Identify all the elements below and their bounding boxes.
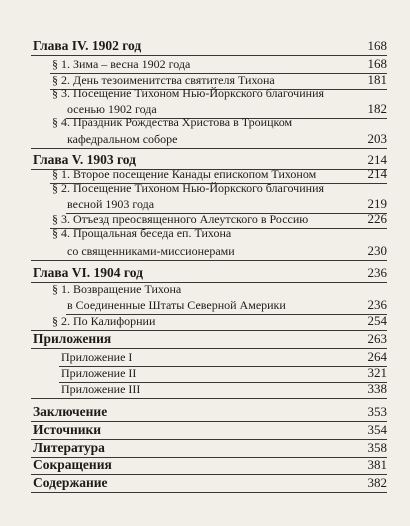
page-number: 219 [367, 196, 387, 211]
section-title: § 4. Праздник Рождества Христова в Троицком [52, 115, 293, 129]
section-title: § 2. По Калифорнии [52, 314, 156, 328]
section-title-line2: со священниками-миссионерами [67, 244, 235, 258]
section-title: § 2. День тезоименитства святителя Тихона [52, 73, 275, 87]
page-number: 263 [367, 331, 387, 346]
toc-abbreviations [0, 457, 410, 473]
section-title: § 1. Второе посещение Канады епископом Тихоном [52, 167, 317, 181]
appendix-title: Приложение I [61, 350, 133, 364]
chapter-title: Глава VI. 1904 год [33, 265, 143, 280]
page-number: 214 [367, 152, 387, 167]
page-number: 168 [367, 56, 387, 71]
toc-section [0, 225, 410, 241]
section-title: § 1. Зима – весна 1902 года [52, 57, 191, 71]
toc-literature [0, 440, 410, 456]
page-number: 254 [367, 313, 387, 328]
page-number: 182 [367, 101, 387, 116]
page-number: 321 [367, 365, 387, 380]
divider [31, 398, 387, 399]
toc-chapter-6 [0, 265, 410, 281]
page-number: 354 [367, 422, 387, 437]
chapter-title: Заключение [33, 404, 108, 419]
toc-section-continuation [0, 196, 410, 212]
toc-appendix [0, 349, 410, 365]
toc-section [0, 85, 410, 101]
section-title: § 2. Посещение Тихоном Нью-Йоркского благочиния [52, 181, 325, 195]
toc-appendices [0, 331, 410, 347]
toc-sources [0, 422, 410, 438]
page-number: 168 [367, 38, 387, 53]
chapter-title: Сокращения [33, 457, 112, 472]
divider [31, 260, 387, 261]
section-title-line2: кафедральном соборе [67, 132, 178, 146]
toc-section [0, 114, 410, 130]
page-number: 381 [367, 457, 387, 472]
page-number: 382 [367, 475, 387, 490]
section-title-line2: осенью 1902 года [67, 102, 157, 116]
page-number: 181 [367, 72, 387, 87]
page-number: 226 [367, 211, 387, 226]
page-number: 230 [367, 243, 387, 258]
toc-section-continuation [0, 243, 410, 259]
page-number: 236 [367, 265, 387, 280]
chapter-title: Глава V. 1903 год [33, 152, 136, 167]
toc-section [0, 281, 410, 297]
chapter-title: Содержание [33, 475, 108, 490]
appendix-title: Приложение III [61, 382, 141, 396]
page-number: 358 [367, 440, 387, 455]
section-title-line2: в Соединенные Штаты Северной Америки [67, 298, 286, 312]
chapter-title: Приложения [33, 331, 112, 346]
page-number: 353 [367, 404, 387, 419]
page-number: 338 [367, 381, 387, 396]
page-number: 264 [367, 349, 387, 364]
toc-section-continuation [0, 131, 410, 147]
page-number: 214 [367, 166, 387, 181]
section-title: § 1. Возвращение Тихона [52, 282, 182, 296]
toc-appendix [0, 365, 410, 381]
toc-contents [0, 475, 410, 491]
toc-section [0, 313, 410, 329]
toc-conclusion [0, 404, 410, 420]
chapter-title: Источники [33, 422, 102, 437]
toc-chapter-4 [0, 38, 410, 54]
page-number: 236 [367, 297, 387, 312]
toc-section-continuation [0, 297, 410, 313]
page-number: 203 [367, 131, 387, 146]
section-title: § 4. Прощальная беседа еп. Тихона [52, 226, 232, 240]
appendix-title: Приложение II [61, 366, 137, 380]
section-title: § 3. Отъезд преосвященного Алеутского в Россию [52, 212, 309, 226]
section-title: § 3. Посещение Тихоном Нью-Йоркского благочиния [52, 86, 325, 100]
toc-section [0, 56, 410, 72]
divider [31, 148, 387, 149]
divider [31, 492, 387, 493]
chapter-title: Глава IV. 1902 год [33, 38, 142, 53]
toc-section [0, 180, 410, 196]
section-title-line2: весной 1903 года [67, 197, 155, 211]
toc-appendix [0, 381, 410, 397]
chapter-title: Литература [33, 440, 105, 455]
